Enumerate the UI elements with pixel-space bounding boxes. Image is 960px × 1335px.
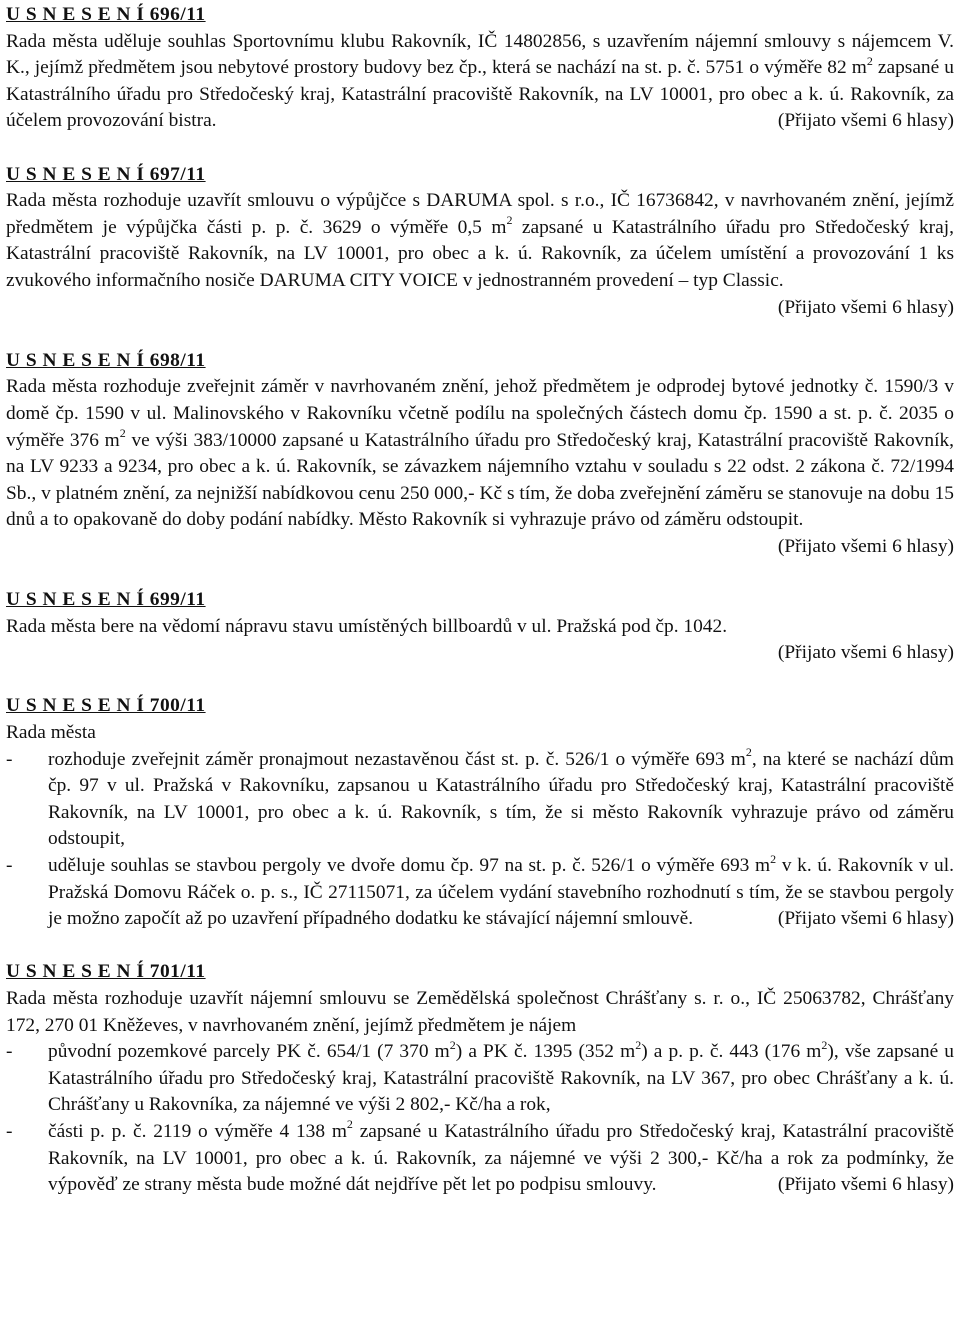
resolution-heading: U S N E S E N Í 696/11 bbox=[6, 4, 206, 25]
vote-result: (Přijato všemi 6 hlasy) bbox=[777, 296, 954, 318]
resolution-701 bbox=[6, 959, 954, 1198]
resolution-text: Rada města uděluje souhlas Sportovnímu klubu Rakovník, IČ 14802856, s uzavřením nájemní smlouvy s nájemcem V. K., jejímž předmětem jsou nebytové prostory budovy bez čp., která se nachází na st. p. č. 5751 o výměře 82 $m^2$ zapsané u Katastrálního úřadu pro Středočeský kraj, Katastrální pracoviště Rakovník, na LV 10001, pro obec a k. ú. Rakovník, za účelem provozování bistra. (Přijato všemi 6 hlasy) bbox=[6, 29, 954, 135]
resolution-697 bbox=[6, 162, 954, 322]
resolution-heading: U S N E S E N Í 698/11 bbox=[6, 349, 206, 371]
resolution-heading: U S N E S E N Í 699/11 bbox=[6, 589, 206, 611]
resolution-696 bbox=[6, 2, 954, 135]
vote-result: (Přijato všemi 6 hlasy) bbox=[777, 642, 954, 664]
resolution-700 bbox=[6, 693, 954, 932]
vote-result: (Přijato všemi 6 hlasy) bbox=[777, 908, 954, 930]
list-item: - rozhoduje zveřejnit záměr pronajmout nezastavěnou část st. p. č. 526/1 o výměře 693 $m^2$, na které se nachází dům čp. 97 v ul. Pražská v Rakovníku, zapsanou u Katastrálního úřadu pro Středočeský kraj, Katastrální pracoviště Rakovník, na LV 10001, pro obec a k. ú. Rakovník, s tím, že si město Rakovník vyhrazuje právo od záměru odstoupit, bbox=[6, 745, 954, 850]
vote-result: (Přijato všemi 6 hlasy) bbox=[777, 110, 954, 132]
resolution-intro: Rada města rozhoduje uzavřít nájemní smlouvu se Zemědělská společnost Chrášťany s. r. o., IČ 25063782, Chrášťany 172, 270 01 Kněževes, v navrhovaném znění, jejímž předmětem je nájem bbox=[6, 987, 954, 1036]
list-item: - části p. p. č. 2119 o výměře 4 138 $m^2$ zapsané u Katastrálního úřadu pro Středočeský kraj, Katastrální pracoviště Rakovník, na LV 10001, pro obec a k. ú. Rakovník, za nájemné ve výši 2 300,- Kč/ha a rok za podmínky, že výpověď ze strany města bude možné dát nejdříve pět let po podpisu smlouvy. (Přijato všemi 6 hlasy) bbox=[6, 1119, 954, 1199]
resolution-heading: U S N E S E N Í 697/11 bbox=[6, 163, 206, 185]
vote-result: (Přijato všemi 6 hlasy) bbox=[777, 535, 954, 557]
list-item: - původní pozemkové parcely PK č. 654/1 (7 370 $m^2$) a PK č. 1395 (352 $m^2$) a p. p. č. 443 (176 $m^2$), vše zapsané u Katastrálního úřadu pro Středočeský kraj, Katastrální pracoviště Rakovník, na LV 367, pro obec Chrášťany a k. ú. Chrášťany u Rakovníka, za nájemné ve výši 2 802,- Kč/ha a rok, bbox=[6, 1037, 954, 1116]
resolution-heading: U S N E S E N Í 700/11 bbox=[6, 695, 206, 717]
resolution-text: Rada města rozhoduje uzavřít smlouvu o výpůjčce s DARUMA spol. s r.o., IČ 16736842, v navrhovaném znění, jejímž předmětem je výpůjčka části p. p. č. 3629 o výměře 0,5 $m^2$ zapsané u Katastrálního úřadu pro Středočeský kraj, Katastrální pracoviště Rakovník, na LV 10001, pro obec a k. ú. Rakovník, za účelem umístění a provozování 1 ks zvukového informačního nosiče DARUMA CITY VOICE v jednostranném provedení – typ Classic. (Přijato všemi 6 hlasy) bbox=[6, 188, 954, 294]
resolution-text: Rada města bere na vědomí nápravu stavu umístěných billboardů v ul. Pražská pod čp. 1042. bbox=[6, 615, 728, 637]
list-item: - uděluje souhlas se stavbou pergoly ve dvoře domu čp. 97 na st. p. č. 526/1 o výměře 693 $m^2$ v k. ú. Rakovník v ul. Pražská Domovu Ráček o. p. s., IČ 27115071, za účelem vydání stavebního rozhodnutí s tím, že se stavbou pergoly je možno započít až po uzavření případného dodatku ke stávající nájemní smlouvě. (Přijato všemi 6 hlasy) bbox=[6, 853, 954, 933]
vote-result: (Přijato všemi 6 hlasy) bbox=[777, 1174, 954, 1196]
resolution-text: Rada města rozhoduje zveřejnit záměr v navrhovaném znění, jehož předmětem je odprodej bytové jednotky č. 1590/3 v domě čp. 1590 v ul. Malinovského v Rakovníku včetně podílu na společných částech domu čp. 1590 a st. p. č. 2035 o výměře 376 $m^2$ ve výši 383/10000 zapsané u Katastrálního úřadu pro Středočeský kraj, Katastrální pracoviště Rakovník, na LV 9233 a 9234, pro obec a k. ú. Rakovník, se závazkem nájemního vztahu v souladu s 22 odst. 2 zákona č. 72/1994 Sb., v platném znění, za nejnižší nabídkovou cenu 250 000,- Kč s tím, že doba zveřejnění záměru se stanovuje na dobu 15 dnů a to opakovaně do doby podání nabídky. Město Rakovník si vyhrazuje právo od záměru odstoupit. (Přijato všemi 6 hlasy) bbox=[6, 374, 954, 534]
resolution-699 bbox=[6, 587, 954, 667]
resolution-heading: U S N E S E N Í 701/11 bbox=[6, 961, 206, 983]
resolution-intro: Rada města bbox=[6, 722, 96, 744]
resolution-698 bbox=[6, 348, 954, 561]
